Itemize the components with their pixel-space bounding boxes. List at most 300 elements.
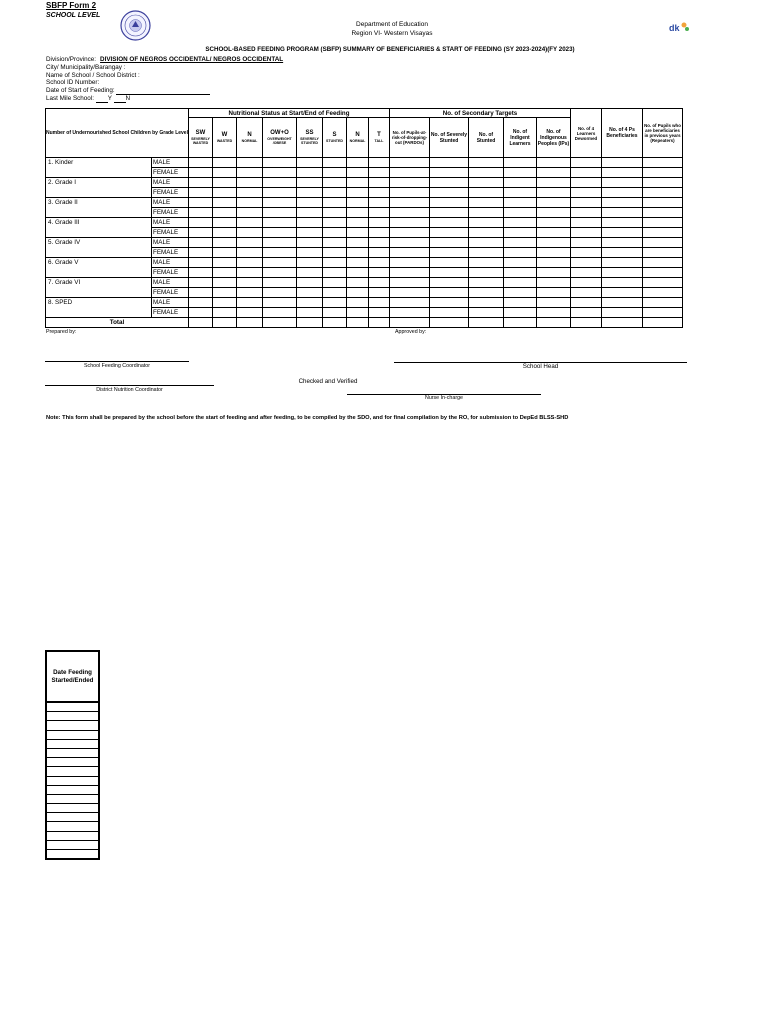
data-cell[interactable]: [643, 178, 683, 188]
data-cell[interactable]: [430, 228, 469, 238]
data-cell[interactable]: [537, 298, 571, 308]
data-cell[interactable]: [189, 228, 213, 238]
total-cell[interactable]: [643, 318, 683, 328]
data-cell[interactable]: [369, 238, 390, 248]
date-cell[interactable]: [46, 850, 99, 860]
data-cell[interactable]: [643, 248, 683, 258]
date-cell[interactable]: [46, 758, 99, 767]
data-cell[interactable]: [602, 288, 643, 298]
data-cell[interactable]: [237, 248, 263, 258]
date-cell[interactable]: [46, 702, 99, 712]
data-cell[interactable]: [323, 238, 347, 248]
data-cell[interactable]: [602, 178, 643, 188]
total-cell[interactable]: [369, 318, 390, 328]
data-cell[interactable]: [537, 188, 571, 198]
data-cell[interactable]: [347, 278, 369, 288]
region-name: Region VI- Western Visayas: [351, 30, 433, 37]
data-cell[interactable]: [643, 158, 683, 168]
coordinator-signature-line[interactable]: [45, 361, 189, 362]
data-cell[interactable]: [213, 238, 237, 248]
date-cell[interactable]: [46, 794, 99, 803]
data-cell[interactable]: [602, 198, 643, 208]
data-cell[interactable]: [602, 158, 643, 168]
data-cell[interactable]: [297, 258, 323, 268]
data-cell[interactable]: [504, 228, 537, 238]
data-cell[interactable]: [189, 198, 213, 208]
data-cell[interactable]: [369, 308, 390, 318]
data-cell[interactable]: [571, 198, 602, 208]
data-cell[interactable]: [369, 218, 390, 228]
total-cell[interactable]: [263, 318, 297, 328]
data-cell[interactable]: [430, 168, 469, 178]
data-cell[interactable]: [504, 178, 537, 188]
data-cell[interactable]: [571, 158, 602, 168]
data-cell[interactable]: [297, 298, 323, 308]
total-cell[interactable]: [189, 318, 213, 328]
data-cell[interactable]: [643, 268, 683, 278]
data-cell[interactable]: [189, 308, 213, 318]
data-cell[interactable]: [504, 198, 537, 208]
data-cell[interactable]: [369, 248, 390, 258]
data-cell[interactable]: [189, 158, 213, 168]
data-cell[interactable]: [347, 188, 369, 198]
total-cell[interactable]: [504, 318, 537, 328]
data-cell[interactable]: [263, 238, 297, 248]
data-cell[interactable]: [347, 248, 369, 258]
data-cell[interactable]: [390, 298, 430, 308]
data-cell[interactable]: [237, 158, 263, 168]
data-cell[interactable]: [237, 278, 263, 288]
data-cell[interactable]: [504, 268, 537, 278]
data-cell[interactable]: [469, 198, 504, 208]
data-cell[interactable]: [297, 308, 323, 318]
data-cell[interactable]: [643, 278, 683, 288]
data-cell[interactable]: [602, 278, 643, 288]
data-cell[interactable]: [189, 238, 213, 248]
data-cell[interactable]: [430, 238, 469, 248]
data-cell[interactable]: [504, 218, 537, 228]
data-cell[interactable]: [213, 208, 237, 218]
data-cell[interactable]: [237, 168, 263, 178]
data-cell[interactable]: [189, 208, 213, 218]
data-cell[interactable]: [323, 308, 347, 318]
last-mile-no-blank[interactable]: [114, 96, 126, 103]
data-cell[interactable]: [237, 208, 263, 218]
data-cell[interactable]: [297, 238, 323, 248]
total-cell[interactable]: [602, 318, 643, 328]
date-cell[interactable]: [46, 831, 99, 840]
data-cell[interactable]: [643, 208, 683, 218]
data-cell[interactable]: [643, 238, 683, 248]
data-cell[interactable]: [504, 208, 537, 218]
data-cell[interactable]: [537, 278, 571, 288]
data-cell[interactable]: [263, 218, 297, 228]
data-cell[interactable]: [213, 288, 237, 298]
data-cell[interactable]: [213, 278, 237, 288]
data-cell[interactable]: [237, 198, 263, 208]
data-cell[interactable]: [263, 288, 297, 298]
date-cell[interactable]: [46, 712, 99, 721]
data-cell[interactable]: [643, 288, 683, 298]
data-cell[interactable]: [430, 198, 469, 208]
data-cell[interactable]: [263, 178, 297, 188]
data-cell[interactable]: [504, 308, 537, 318]
data-cell[interactable]: [390, 188, 430, 198]
data-cell[interactable]: [602, 268, 643, 278]
data-cell[interactable]: [263, 248, 297, 258]
data-cell[interactable]: [469, 158, 504, 168]
data-cell[interactable]: [571, 268, 602, 278]
data-cell[interactable]: [390, 228, 430, 238]
data-cell[interactable]: [430, 188, 469, 198]
data-cell[interactable]: [347, 158, 369, 168]
data-cell[interactable]: [469, 218, 504, 228]
data-cell[interactable]: [643, 258, 683, 268]
data-cell[interactable]: [237, 258, 263, 268]
data-cell[interactable]: [189, 178, 213, 188]
data-cell[interactable]: [602, 218, 643, 228]
date-cell[interactable]: [46, 785, 99, 794]
data-cell[interactable]: [297, 268, 323, 278]
data-cell[interactable]: [237, 228, 263, 238]
data-cell[interactable]: [430, 248, 469, 258]
data-cell[interactable]: [297, 208, 323, 218]
data-cell[interactable]: [237, 178, 263, 188]
data-cell[interactable]: [602, 168, 643, 178]
data-cell[interactable]: [469, 258, 504, 268]
date-cell[interactable]: [46, 822, 99, 831]
data-cell[interactable]: [213, 178, 237, 188]
data-cell[interactable]: [602, 258, 643, 268]
data-cell[interactable]: [237, 268, 263, 278]
data-cell[interactable]: [323, 278, 347, 288]
data-cell[interactable]: [347, 268, 369, 278]
data-cell[interactable]: [189, 258, 213, 268]
data-cell[interactable]: [323, 228, 347, 238]
data-cell[interactable]: [504, 288, 537, 298]
data-cell[interactable]: [189, 168, 213, 178]
data-cell[interactable]: [323, 158, 347, 168]
data-cell[interactable]: [189, 248, 213, 258]
total-cell[interactable]: [390, 318, 430, 328]
total-cell[interactable]: [571, 318, 602, 328]
data-cell[interactable]: [263, 308, 297, 318]
data-cell[interactable]: [369, 288, 390, 298]
data-cell[interactable]: [571, 278, 602, 288]
data-cell[interactable]: [213, 298, 237, 308]
data-cell[interactable]: [537, 288, 571, 298]
data-cell[interactable]: [643, 298, 683, 308]
data-cell[interactable]: [537, 308, 571, 318]
data-cell[interactable]: [369, 228, 390, 238]
date-row: [46, 794, 99, 803]
data-cell[interactable]: [504, 158, 537, 168]
data-cell[interactable]: [347, 218, 369, 228]
data-cell[interactable]: [390, 258, 430, 268]
data-cell[interactable]: [504, 298, 537, 308]
data-cell[interactable]: [213, 308, 237, 318]
data-cell[interactable]: [430, 298, 469, 308]
data-cell[interactable]: [189, 188, 213, 198]
data-cell[interactable]: [571, 218, 602, 228]
data-cell[interactable]: [469, 228, 504, 238]
data-cell[interactable]: [369, 278, 390, 288]
data-cell[interactable]: [537, 208, 571, 218]
data-cell[interactable]: [369, 258, 390, 268]
data-cell[interactable]: [571, 228, 602, 238]
data-cell[interactable]: [263, 188, 297, 198]
data-cell[interactable]: [390, 178, 430, 188]
data-cell[interactable]: [469, 268, 504, 278]
data-cell[interactable]: [390, 268, 430, 278]
data-cell[interactable]: [602, 188, 643, 198]
data-cell[interactable]: [297, 278, 323, 288]
data-cell[interactable]: [213, 268, 237, 278]
data-cell[interactable]: [369, 168, 390, 178]
data-cell[interactable]: [297, 228, 323, 238]
data-cell[interactable]: [323, 188, 347, 198]
data-cell[interactable]: [469, 168, 504, 178]
school-label[interactable]: Name of School / School District :: [46, 71, 140, 79]
data-cell[interactable]: [263, 208, 297, 218]
data-cell[interactable]: [323, 218, 347, 228]
data-cell[interactable]: [347, 288, 369, 298]
data-cell[interactable]: [297, 198, 323, 208]
data-cell[interactable]: [430, 278, 469, 288]
data-cell[interactable]: [430, 208, 469, 218]
data-cell[interactable]: [537, 218, 571, 228]
data-cell[interactable]: [213, 228, 237, 238]
total-cell[interactable]: [430, 318, 469, 328]
data-cell[interactable]: [237, 288, 263, 298]
total-cell[interactable]: [213, 318, 237, 328]
data-cell[interactable]: [323, 298, 347, 308]
data-cell[interactable]: [297, 288, 323, 298]
data-cell[interactable]: [504, 188, 537, 198]
date-cell[interactable]: [46, 776, 99, 785]
data-cell[interactable]: [571, 238, 602, 248]
data-cell[interactable]: [469, 288, 504, 298]
data-cell[interactable]: [263, 258, 297, 268]
data-cell[interactable]: [571, 168, 602, 178]
data-cell[interactable]: [469, 298, 504, 308]
data-cell[interactable]: [213, 188, 237, 198]
data-cell[interactable]: [469, 238, 504, 248]
data-cell[interactable]: [504, 248, 537, 258]
data-cell[interactable]: [571, 298, 602, 308]
data-cell[interactable]: [347, 308, 369, 318]
district-coordinator-signature-line[interactable]: [45, 385, 214, 386]
data-cell[interactable]: [643, 308, 683, 318]
data-cell[interactable]: [237, 188, 263, 198]
data-cell[interactable]: [390, 248, 430, 258]
data-cell[interactable]: [469, 188, 504, 198]
data-cell[interactable]: [369, 268, 390, 278]
data-cell[interactable]: [390, 278, 430, 288]
data-cell[interactable]: [430, 308, 469, 318]
data-cell[interactable]: [263, 298, 297, 308]
data-cell[interactable]: [189, 288, 213, 298]
data-cell[interactable]: [213, 168, 237, 178]
data-cell[interactable]: [323, 258, 347, 268]
data-cell[interactable]: [390, 238, 430, 248]
data-cell[interactable]: [297, 168, 323, 178]
data-cell[interactable]: [602, 238, 643, 248]
data-cell[interactable]: [347, 208, 369, 218]
data-cell[interactable]: [537, 168, 571, 178]
total-cell[interactable]: [237, 318, 263, 328]
data-cell[interactable]: [537, 198, 571, 208]
data-cell[interactable]: [504, 238, 537, 248]
data-cell[interactable]: [602, 298, 643, 308]
data-cell[interactable]: [643, 168, 683, 178]
data-cell[interactable]: [323, 198, 347, 208]
data-cell[interactable]: [323, 208, 347, 218]
data-cell[interactable]: [643, 198, 683, 208]
date-start-field[interactable]: [116, 88, 210, 95]
total-cell[interactable]: [469, 318, 504, 328]
data-cell[interactable]: [571, 288, 602, 298]
data-cell[interactable]: [263, 168, 297, 178]
data-cell[interactable]: [430, 158, 469, 168]
data-cell[interactable]: [571, 188, 602, 198]
data-cell[interactable]: [189, 218, 213, 228]
data-cell[interactable]: [263, 268, 297, 278]
data-cell[interactable]: [390, 208, 430, 218]
date-cell[interactable]: [46, 748, 99, 757]
total-cell[interactable]: [323, 318, 347, 328]
data-cell[interactable]: [390, 168, 430, 178]
data-cell[interactable]: [602, 308, 643, 318]
data-cell[interactable]: [323, 288, 347, 298]
data-cell[interactable]: [263, 228, 297, 238]
data-cell[interactable]: [347, 238, 369, 248]
data-cell[interactable]: [237, 238, 263, 248]
date-cell[interactable]: [46, 730, 99, 739]
data-cell[interactable]: [643, 218, 683, 228]
data-cell[interactable]: [237, 218, 263, 228]
data-cell[interactable]: [347, 298, 369, 308]
data-cell[interactable]: [571, 208, 602, 218]
data-cell[interactable]: [213, 158, 237, 168]
date-cell[interactable]: [46, 721, 99, 730]
data-cell[interactable]: [571, 248, 602, 258]
data-cell[interactable]: [297, 248, 323, 258]
data-cell[interactable]: [430, 218, 469, 228]
data-cell[interactable]: [602, 248, 643, 258]
last-mile-yes-blank[interactable]: [96, 96, 108, 103]
data-cell[interactable]: [643, 188, 683, 198]
data-cell[interactable]: [369, 188, 390, 198]
data-cell[interactable]: [347, 258, 369, 268]
date-cell[interactable]: [46, 813, 99, 822]
data-cell[interactable]: [297, 218, 323, 228]
data-cell[interactable]: [323, 248, 347, 258]
data-cell[interactable]: [430, 178, 469, 188]
division-value[interactable]: DIVISION OF NEGROS OCCIDENTAL/ NEGROS OCCIDENTAL: [100, 56, 284, 63]
data-cell[interactable]: [369, 158, 390, 168]
data-cell[interactable]: [571, 178, 602, 188]
data-cell[interactable]: [571, 258, 602, 268]
total-cell[interactable]: [537, 318, 571, 328]
data-cell[interactable]: [213, 248, 237, 258]
data-cell[interactable]: [347, 198, 369, 208]
date-cell[interactable]: [46, 739, 99, 748]
data-cell[interactable]: [237, 308, 263, 318]
data-cell[interactable]: [369, 198, 390, 208]
data-cell[interactable]: [347, 228, 369, 238]
date-cell[interactable]: [46, 767, 99, 776]
data-cell[interactable]: [469, 208, 504, 218]
data-cell[interactable]: [369, 178, 390, 188]
data-cell[interactable]: [643, 228, 683, 238]
data-cell[interactable]: [571, 308, 602, 318]
data-cell[interactable]: [537, 258, 571, 268]
data-cell[interactable]: [369, 208, 390, 218]
total-cell[interactable]: [347, 318, 369, 328]
data-cell[interactable]: [323, 168, 347, 178]
data-cell[interactable]: [297, 158, 323, 168]
data-cell[interactable]: [390, 288, 430, 298]
data-cell[interactable]: [537, 268, 571, 278]
data-cell[interactable]: [323, 178, 347, 188]
data-cell[interactable]: [430, 258, 469, 268]
data-cell[interactable]: [390, 198, 430, 208]
data-cell[interactable]: [469, 248, 504, 258]
data-cell[interactable]: [390, 218, 430, 228]
data-cell[interactable]: [347, 168, 369, 178]
data-cell[interactable]: [263, 198, 297, 208]
school-id-label[interactable]: School ID Number:: [46, 79, 100, 87]
data-cell[interactable]: [347, 178, 369, 188]
data-cell[interactable]: [469, 278, 504, 288]
data-cell[interactable]: [263, 158, 297, 168]
data-cell[interactable]: [189, 298, 213, 308]
data-cell[interactable]: [504, 258, 537, 268]
data-cell[interactable]: [537, 178, 571, 188]
data-cell[interactable]: [390, 158, 430, 168]
data-cell[interactable]: [237, 298, 263, 308]
data-cell[interactable]: [430, 268, 469, 278]
data-cell[interactable]: [263, 278, 297, 288]
data-cell[interactable]: [390, 308, 430, 318]
data-cell[interactable]: [537, 158, 571, 168]
data-cell[interactable]: [537, 248, 571, 258]
data-cell[interactable]: [430, 288, 469, 298]
data-cell[interactable]: [297, 178, 323, 188]
total-cell[interactable]: [297, 318, 323, 328]
city-label[interactable]: City/ Municipality/Barangay :: [46, 63, 126, 71]
data-cell[interactable]: [323, 268, 347, 278]
data-cell[interactable]: [469, 178, 504, 188]
data-cell[interactable]: [504, 278, 537, 288]
data-cell[interactable]: [537, 238, 571, 248]
data-cell[interactable]: [297, 188, 323, 198]
data-cell[interactable]: [504, 168, 537, 178]
data-cell[interactable]: [213, 218, 237, 228]
data-cell[interactable]: [189, 278, 213, 288]
data-cell[interactable]: [369, 298, 390, 308]
data-cell[interactable]: [537, 228, 571, 238]
data-cell[interactable]: [213, 258, 237, 268]
date-cell[interactable]: [46, 804, 99, 813]
data-cell[interactable]: [602, 208, 643, 218]
date-cell[interactable]: [46, 840, 99, 849]
data-cell[interactable]: [469, 308, 504, 318]
data-cell[interactable]: [602, 228, 643, 238]
data-cell[interactable]: [213, 198, 237, 208]
data-cell[interactable]: [189, 268, 213, 278]
